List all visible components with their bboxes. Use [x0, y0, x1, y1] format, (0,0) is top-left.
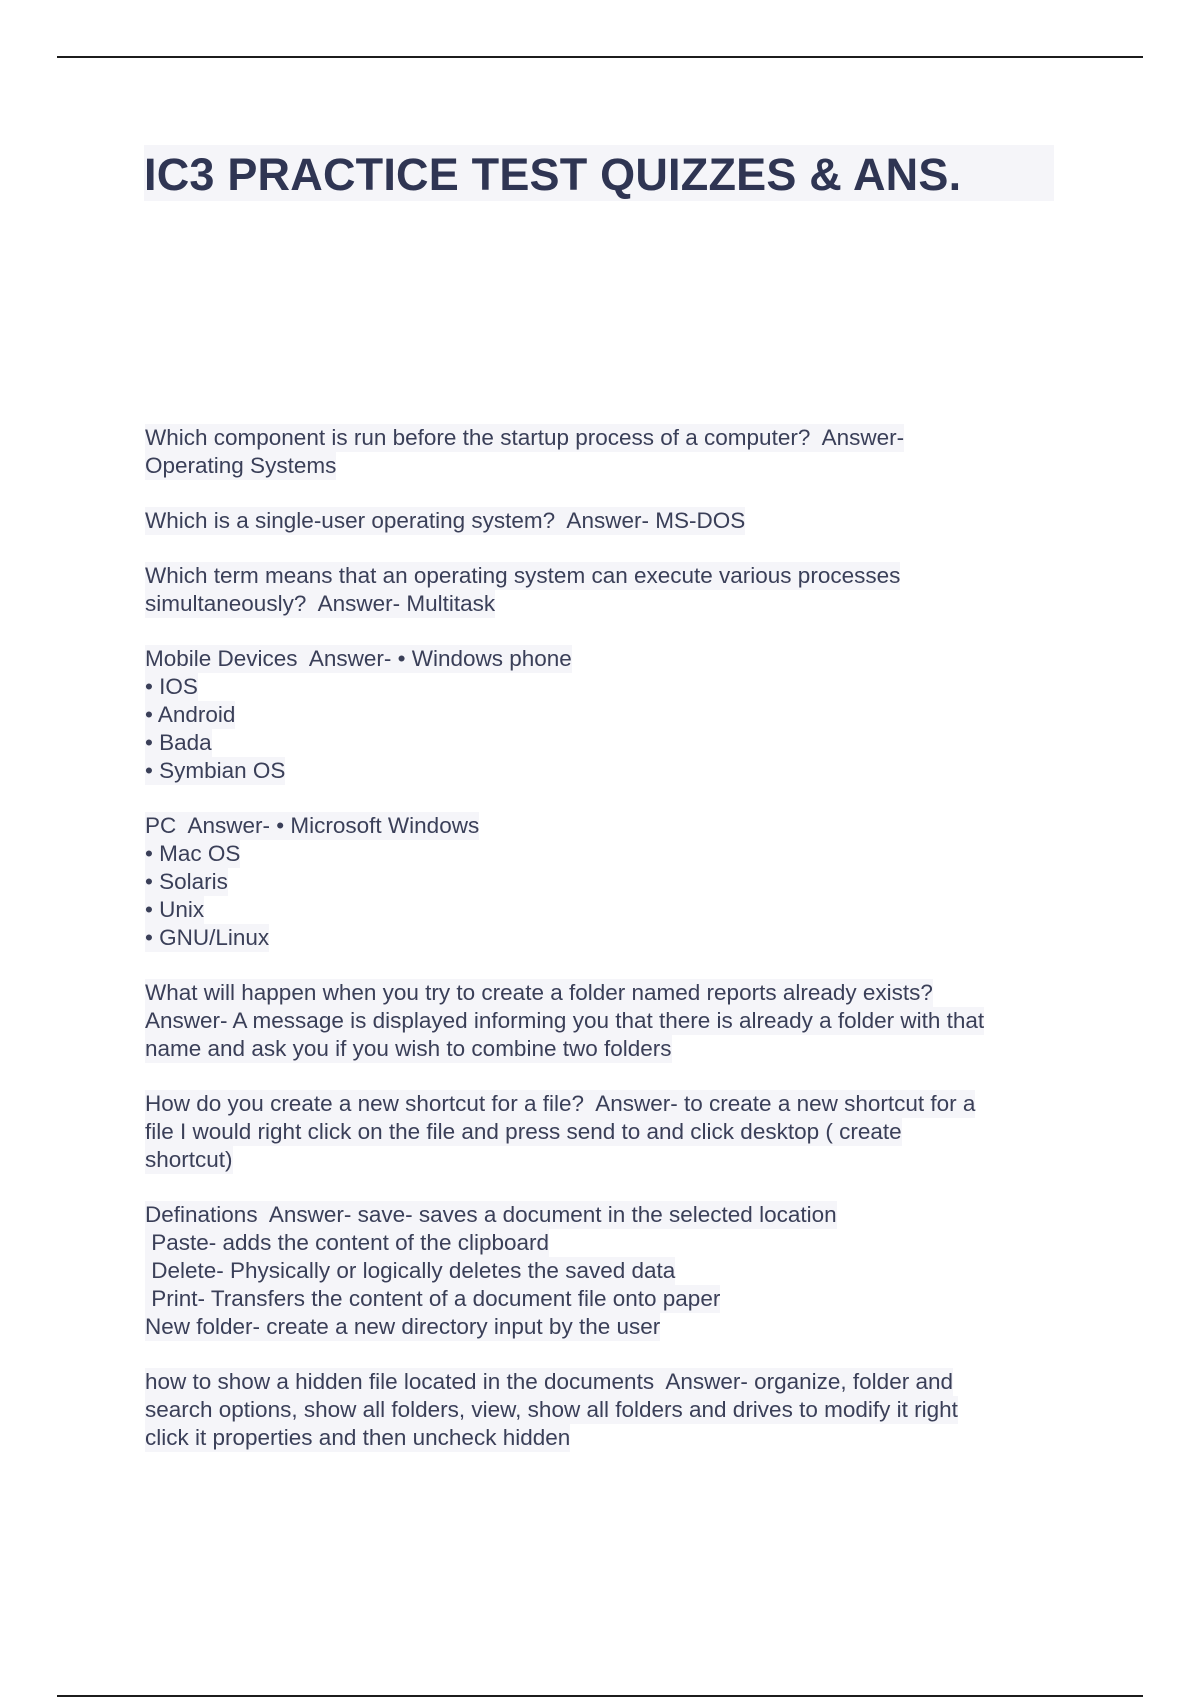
qa-list [145, 424, 1065, 1479]
qa-line: Mobile Devices Answer- • Windows phone [145, 646, 572, 671]
qa-line: New folder- create a new directory input by the user [145, 1314, 661, 1339]
qa-line: • IOS [145, 674, 198, 699]
qa-line: • GNU/Linux [145, 925, 270, 950]
qa-line: Which component is run before the startup process of a computer? Answer- [145, 425, 905, 450]
qa-line: • Android [145, 702, 236, 727]
qa-line: simultaneously? Answer- Multitask [145, 591, 496, 616]
qa-line: Print- Transfers the content of a document file onto paper [145, 1286, 721, 1311]
top-rule [57, 56, 1143, 58]
qa-entry [145, 507, 1065, 535]
qa-line: How do you create a new shortcut for a file? Answer- to create a new shortcut for a [145, 1091, 976, 1116]
qa-line: • Symbian OS [145, 758, 286, 783]
qa-entry [145, 812, 1065, 952]
qa-line: Definations Answer- save- saves a document in the selected location [145, 1202, 837, 1227]
qa-line: Answer- A message is displayed informing you that there is already a folder with that [145, 1008, 985, 1033]
qa-line: Which term means that an operating system can execute various processes [145, 563, 901, 588]
document-title: IC3 PRACTICE TEST QUIZZES & ANS. [144, 149, 962, 200]
qa-line: shortcut) [145, 1147, 233, 1172]
qa-line: Paste- adds the content of the clipboard [145, 1230, 550, 1255]
bottom-rule [57, 1695, 1143, 1697]
qa-line: search options, show all folders, view, show all folders and drives to modify it right [145, 1397, 958, 1422]
title-block [144, 145, 1054, 201]
qa-line: Which is a single-user operating system? Answer- MS-DOS [145, 508, 746, 533]
qa-entry [145, 1201, 1065, 1341]
qa-line: click it properties and then uncheck hidden [145, 1425, 571, 1450]
qa-entry [145, 979, 1065, 1063]
qa-line: Operating Systems [145, 453, 337, 478]
qa-entry [145, 424, 1065, 480]
qa-line: • Mac OS [145, 841, 241, 866]
qa-line: PC Answer- • Microsoft Windows [145, 813, 480, 838]
qa-entry [145, 562, 1065, 618]
qa-entry [145, 645, 1065, 785]
qa-line: file I would right click on the file and press send to and click desktop ( create [145, 1119, 902, 1144]
qa-line: What will happen when you try to create a folder named reports already exists? [145, 980, 933, 1005]
qa-entry [145, 1368, 1065, 1452]
qa-line: • Unix [145, 897, 205, 922]
qa-line: • Bada [145, 730, 212, 755]
qa-entry [145, 1090, 1065, 1174]
qa-line: how to show a hidden file located in the documents Answer- organize, folder and [145, 1369, 953, 1394]
qa-line: Delete- Physically or logically deletes the saved data [145, 1258, 676, 1283]
qa-line: • Solaris [145, 869, 228, 894]
qa-line: name and ask you if you wish to combine two folders [145, 1036, 672, 1061]
